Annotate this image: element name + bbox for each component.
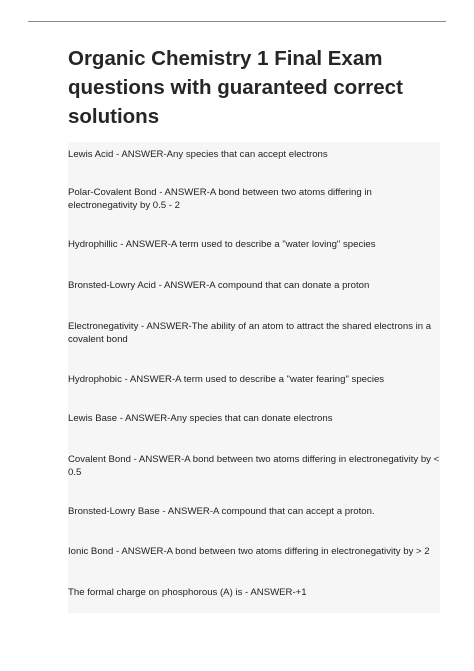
qa-item-lewis-acid: Lewis Acid - ANSWER-Any species that can accept electrons: [68, 149, 328, 160]
qa-item-polar-covalent-bond: Polar-Covalent Bond - ANSWER-A bond between two atoms differing in electronegativity by 0.5 - 2: [68, 187, 372, 211]
qa-item-lewis-base: Lewis Base - ANSWER-Any species that can donate electrons: [68, 413, 333, 424]
qa-item-bronsted-lowry-acid: Bronsted-Lowry Acid - ANSWER-A compound that can donate a proton: [68, 280, 370, 291]
qa-item-formal-charge: The formal charge on phosphorous (A) is - ANSWER-+1: [68, 587, 307, 598]
qa-item-ionic-bond: Ionic Bond - ANSWER-A bond between two atoms differing in electronegativity by > 2: [68, 546, 430, 557]
qa-list: [68, 142, 440, 613]
qa-item-electronegativity: Electronegativity - ANSWER-The ability of an atom to attract the shared electrons in a covalent bond: [68, 321, 432, 345]
qa-item-bronsted-lowry-base: Bronsted-Lowry Base - ANSWER-A compound that can accept a proton.: [68, 506, 375, 517]
qa-item-hydrophillic: Hydrophillic - ANSWER-A term used to describe a "water loving" species: [68, 239, 376, 250]
qa-item-covalent-bond: Covalent Bond - ANSWER-A bond between two atoms differing in electronegativity by < 0.5: [68, 454, 440, 478]
top-divider: [28, 21, 446, 22]
document-title: Organic Chemistry 1 Final Exam questions with guaranteed correct solutions: [68, 47, 403, 128]
qa-item-hydrophobic: Hydrophobic - ANSWER-A term used to describe a "water fearing" species: [68, 374, 385, 385]
